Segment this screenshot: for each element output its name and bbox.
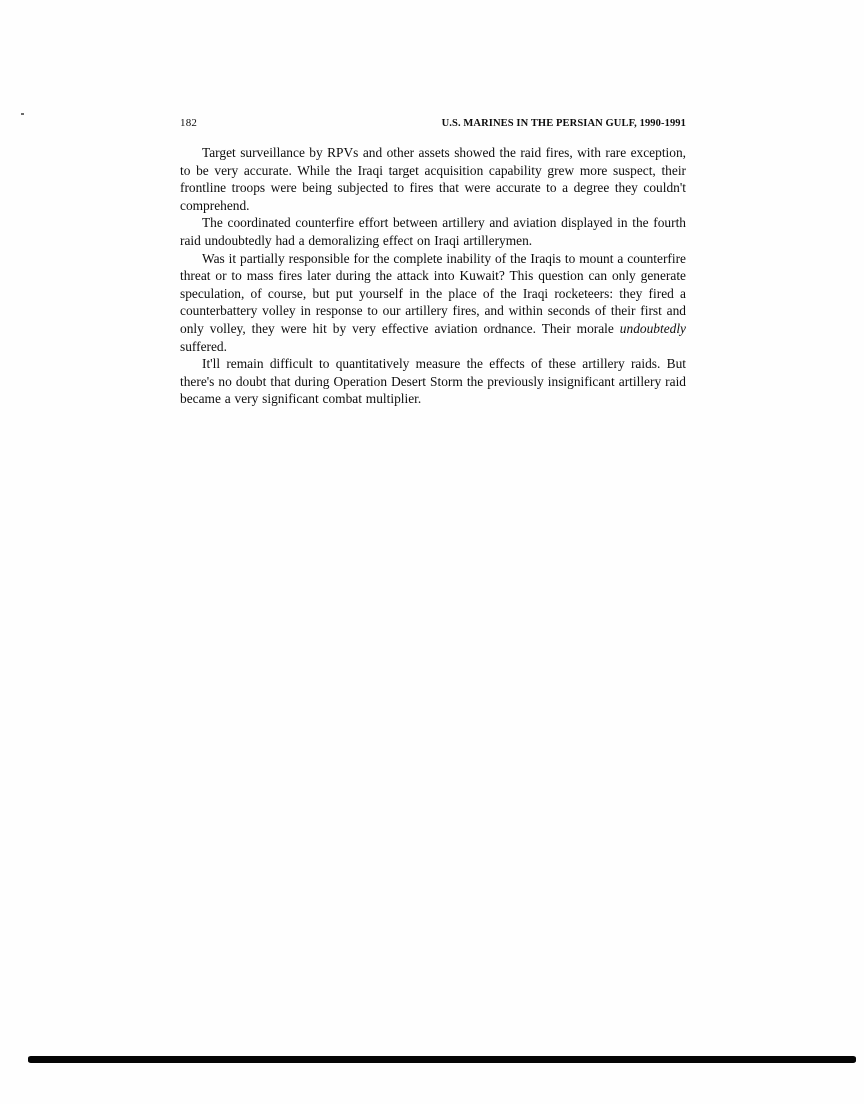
page-number: 182 — [180, 117, 198, 129]
paragraph-3-text-end: suffered. — [180, 338, 227, 354]
page-header — [180, 117, 686, 129]
scan-artifact-bar — [28, 1056, 856, 1063]
paragraph-3-text: Was it partially responsible for the complete inability of the Iraqis to mount a counterfire threat or to mass fires later during the attack into Kuwait? This question can only generate speculation, of course, but put yourself in the place of the Iraqi rocketeers: they fired a counterbattery volley in response to our artillery fires, and within seconds of their first and only volley, they were hit by very effective aviation ordnance. Their morale — [180, 250, 686, 336]
paragraph-3 — [180, 250, 686, 356]
paragraph-3-italic-word: undoubtedly — [619, 320, 686, 336]
scan-artifact-dot — [21, 113, 24, 115]
paragraph-2: The coordinated counterfire effort between artillery and aviation displayed in the fourth raid undoubtedly had a demoralizing effect on Iraqi artillerymen. — [180, 215, 686, 248]
running-header: U.S. MARINES IN THE PERSIAN GULF, 1990-1991 — [441, 118, 686, 129]
paragraph-4: It'll remain difficult to quantitatively measure the effects of these artillery raids. But there's no doubt that during Operation Desert Storm the previously insignificant artillery raid became a very significant combat multiplier. — [180, 356, 686, 407]
body-text — [180, 144, 686, 408]
paragraph-1: Target surveillance by RPVs and other assets showed the raid fires, with rare exception, to be very accurate. While the Iraqi target acquisition capability grew more suspect, their frontline troops were being subjected to fires that were accurate to a degree they couldn't comprehend. — [180, 145, 686, 213]
